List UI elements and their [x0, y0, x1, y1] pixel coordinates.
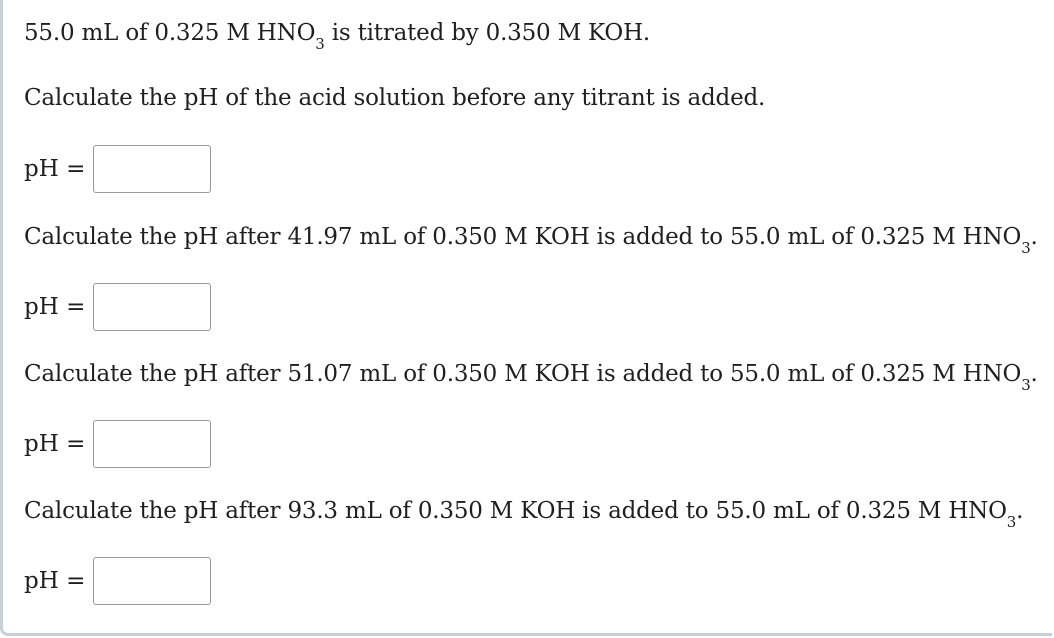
question-2-text [24, 224, 1038, 257]
question-3-text-subscript: 3 [1021, 376, 1031, 394]
question-2-ph-label: pH = [24, 294, 86, 320]
question-1-ph-input[interactable] [93, 145, 211, 193]
question-4-text [24, 498, 1024, 531]
question-3-text-suffix: . [1030, 361, 1038, 387]
problem-statement-subscript: 3 [315, 35, 325, 53]
question-1-answer-row [24, 143, 211, 195]
question-3-ph-input[interactable] [93, 420, 211, 468]
question-4-text-prefix: Calculate the pH after 93.3 mL of 0.350 M KOH is added to 55.0 mL of 0.325 M HNO [24, 498, 1007, 524]
question-3-ph-label: pH = [24, 431, 86, 457]
question-4-text-subscript: 3 [1006, 513, 1017, 531]
question-4-ph-label: pH = [24, 568, 86, 594]
problem-statement [24, 20, 651, 53]
question-4-ph-input[interactable] [93, 557, 211, 605]
question-2-text-prefix: Calculate the pH after 41.97 mL of 0.350 M KOH is added to 55.0 mL of 0.325 M HNO [24, 224, 1022, 250]
question-1-text: Calculate the pH of the acid solution before any titrant is added. [24, 85, 766, 111]
question-3-text [24, 361, 1038, 394]
question-2-text-suffix: . [1030, 224, 1038, 250]
question-1-ph-label: pH = [24, 156, 86, 182]
question-3-text-prefix: Calculate the pH after 51.07 mL of 0.350 M KOH is added to 55.0 mL of 0.325 M HNO [24, 361, 1022, 387]
question-2-ph-input[interactable] [93, 283, 211, 331]
question-3-answer-row [24, 418, 211, 470]
problem-statement-suffix: is titrated by 0.350 M KOH. [324, 20, 651, 46]
question-4-answer-row [24, 555, 211, 607]
question-4-text-suffix: . [1016, 498, 1024, 524]
problem-statement-prefix: 55.0 mL of 0.325 M HNO [24, 20, 316, 46]
question-2-text-subscript: 3 [1021, 239, 1031, 257]
question-2-answer-row [24, 281, 211, 333]
